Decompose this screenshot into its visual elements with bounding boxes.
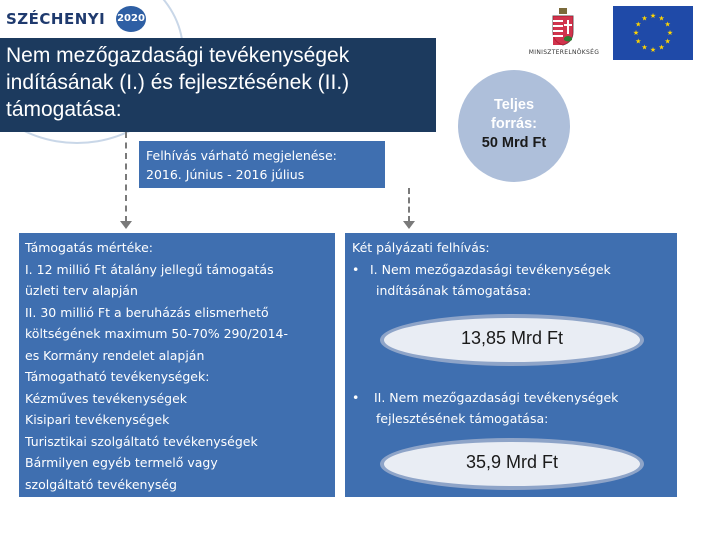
svg-text:★: ★ — [664, 20, 671, 29]
support-detail-line: költségének maximum 50-70% 290/2014- — [25, 326, 288, 341]
support-detail-line: üzleti terv alapján — [25, 283, 138, 298]
support-details-text — [25, 237, 333, 495]
call-1-bullet: • — [352, 262, 360, 277]
title-line-3: támogatása: — [6, 98, 122, 121]
support-detail-line: Támogatható tevékenységek: — [25, 369, 210, 384]
svg-text:★: ★ — [658, 14, 665, 23]
szechenyi-logo-year: 2020 — [116, 6, 146, 32]
support-detail-line: I. 12 millió Ft átalány jellegű támogatás — [25, 261, 274, 277]
total-source-text — [458, 96, 570, 153]
call-1-line-1: I. Nem mezőgazdasági tevékenységek — [370, 262, 611, 277]
support-detail-line: II. 30 millió Ft a beruházás elismerhető — [25, 304, 269, 320]
total-source-label-1: Teljes — [493, 97, 535, 113]
svg-text:★: ★ — [632, 29, 640, 37]
call-1-title — [352, 259, 611, 280]
call-2-line-2: fejlesztésének támogatása: — [376, 411, 549, 426]
total-source-label-2: forrás: — [491, 116, 537, 132]
callout-line-1: Felhívás várható megjelenése: — [146, 148, 337, 163]
page-title — [6, 42, 436, 123]
left-arrow-head — [120, 221, 132, 229]
ministry-label: MINISZTERELNÖKSÉG — [528, 49, 600, 56]
svg-text:★: ★ — [666, 29, 674, 37]
title-line-2: indításának (I.) és fejlesztésének (II.) — [6, 71, 350, 94]
call-1-amount: 13,85 Mrd Ft — [460, 328, 564, 348]
svg-text:★: ★ — [641, 43, 648, 52]
szechenyi-logo-word: SZÉCHENYI — [6, 10, 106, 28]
svg-text:★: ★ — [664, 37, 671, 46]
call-2-line-1: II. Nem mezőgazdasági tevékenységek — [370, 390, 619, 405]
call-1-line-2: indításának támogatása: — [376, 283, 532, 298]
call-2-amount: 35,9 Mrd Ft — [465, 452, 559, 472]
support-detail-line: Turisztikai szolgáltató tevékenységek — [25, 433, 258, 449]
svg-text:★: ★ — [635, 37, 642, 46]
support-detail-line: Kézműves tevékenységek — [25, 390, 188, 406]
calls-heading: Két pályázati felhívás: — [352, 240, 490, 255]
total-source-value: 50 Mrd Ft — [481, 135, 547, 151]
hungarian-crest-icon — [550, 8, 576, 46]
support-detail-line: Támogatás mértéke: — [25, 240, 153, 255]
callout-line-2: 2016. Június - 2016 július — [146, 167, 305, 182]
support-detail-line: es Kormány rendelet alapján — [25, 347, 205, 363]
left-arrow-line — [125, 132, 127, 222]
svg-text:★: ★ — [641, 14, 648, 23]
call-2-bullet: • — [352, 390, 360, 405]
eu-flag-icon — [613, 6, 693, 60]
support-detail-line: Kisipari tevékenységek — [25, 412, 170, 427]
szechenyi-2020-logo — [6, 4, 146, 34]
right-arrow-head — [403, 221, 415, 229]
right-arrow-line — [408, 188, 410, 222]
support-detail-line: Bármilyen egyéb termelő vagy — [25, 455, 218, 470]
svg-text:★: ★ — [658, 43, 665, 52]
support-detail-line: szolgáltató tevékenység — [25, 476, 177, 492]
svg-text:★: ★ — [635, 20, 642, 29]
call-2-title — [352, 387, 618, 408]
release-date-text — [146, 146, 382, 184]
title-line-1: Nem mezőgazdasági tevékenységek — [6, 44, 350, 67]
svg-text:★: ★ — [649, 46, 657, 54]
svg-text:★: ★ — [649, 12, 657, 20]
